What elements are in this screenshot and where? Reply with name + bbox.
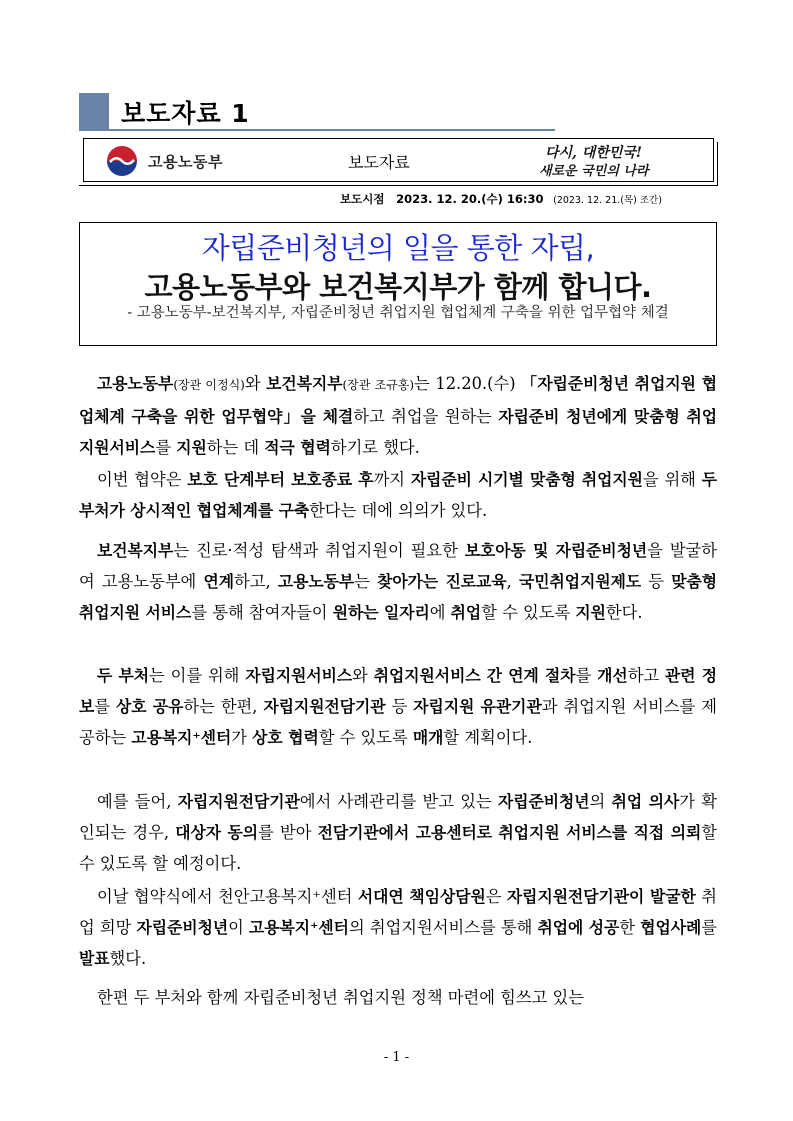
- body-text: 의 취업지원서비스를 통해: [348, 918, 538, 937]
- body-text: 를: [155, 438, 177, 457]
- body-text: 가: [231, 728, 253, 747]
- body-text: 했다.: [109, 949, 147, 968]
- headline-line-1: 자립준비청년의 일을 통한 자립,: [201, 231, 595, 265]
- body-text: 에: [429, 603, 451, 622]
- emphasis-text: 고용노동부: [277, 572, 355, 591]
- body-text: 할 수 있도록: [481, 603, 576, 622]
- body-text: ,: [506, 572, 520, 591]
- body-text: 하는 데: [206, 438, 265, 457]
- emphasis-text: 상호 공유: [116, 697, 184, 716]
- body-paragraph: [79, 881, 717, 974]
- body-text: 까지: [373, 470, 411, 489]
- emphasis-text: 자립지원전담기관: [177, 792, 300, 811]
- body-text: 하고,: [234, 572, 278, 591]
- body-text: 하는 한편,: [183, 697, 264, 716]
- body-text: 를 받아: [258, 823, 318, 842]
- body-text: 하고: [627, 666, 666, 685]
- body-text: 를: [94, 697, 116, 716]
- body-text: 에서 사례관리를 받고 있는: [299, 792, 498, 811]
- body-text: 가 확인되는 경우,: [79, 792, 718, 842]
- emphasis-text: 보호 단계부터 보호종료 후: [187, 470, 374, 489]
- emphasis-text: 개선: [597, 666, 628, 685]
- body-text: 이날 협약식에서 천안고용복지⁺센터: [97, 887, 358, 906]
- embargo-datetime: 2023. 12. 20.(수) 16:30: [396, 192, 544, 206]
- title-square-marker: [79, 93, 109, 131]
- body-paragraph: [79, 464, 717, 526]
- emphasis-text: 원하는 일자리: [332, 603, 430, 622]
- emphasis-text: 두 부처가 상시적인 협업체계를 구축: [79, 470, 717, 520]
- body-text: 는 이를 위해: [149, 666, 246, 685]
- body-text: 한다.: [605, 603, 643, 622]
- emphasis-text: 고용복지⁺센터: [131, 728, 232, 747]
- slogan-line-2: 새로운 국민의 나라: [539, 164, 649, 179]
- emphasis-text: 연계: [203, 572, 234, 591]
- emphasis-text: 자립지원전담기관: [263, 697, 386, 716]
- emphasis-text: 자립준비 청년에게 맞춤형 취업지원서비스: [79, 407, 717, 457]
- emphasis-text: 맞춤형 취업지원 서비스: [79, 572, 718, 622]
- body-text: 한: [619, 918, 641, 937]
- emphasis-text: 자립지원전담기관이 발굴한: [506, 887, 696, 906]
- emphasis-text: 매개: [412, 728, 444, 747]
- emphasis-text: 자립지원 유관기관: [413, 697, 542, 716]
- emphasis-text: 취업에 성공: [537, 918, 620, 937]
- body-text: 할 수 있도록 할 예정이다.: [79, 823, 717, 873]
- body-paragraph: [79, 786, 717, 879]
- body-text: 와: [352, 666, 374, 685]
- body-text: 를: [701, 918, 717, 937]
- body-text: 을 위해: [642, 470, 702, 489]
- body-paragraph: [79, 535, 717, 628]
- slogan-calligraphy: [537, 140, 707, 180]
- emphasis-text: 고용노동부: [97, 374, 174, 393]
- emphasis-text: 지원: [575, 603, 606, 622]
- emphasis-text: 서대연 책임상담원: [357, 887, 486, 906]
- subheadline: - 고용노동부-보건복지부, 자립준비청년 취업지원 협업체계 구축을 위한 업무협약 체결: [127, 305, 669, 321]
- minister-note: (장관 이정식): [173, 378, 245, 392]
- body-paragraph: [79, 982, 717, 1013]
- body-text: 는 12.20.(수): [414, 374, 522, 393]
- body-text: 할 계획이다.: [443, 728, 533, 747]
- body-paragraph: [79, 368, 717, 463]
- body-text: 을 발굴하여 고용노동부에: [79, 541, 717, 591]
- page-number: - 1 -: [383, 1050, 410, 1065]
- emphasis-text: 보호아동 및 자립준비청년: [464, 541, 648, 560]
- body-text: 는: [354, 572, 378, 591]
- emphasis-text: 발표: [79, 949, 110, 968]
- emphasis-text: 상호 협력: [252, 728, 319, 747]
- body-text: 등: [385, 697, 414, 716]
- emphasis-text: 취업: [450, 603, 482, 622]
- body-text: 의: [589, 792, 612, 811]
- embargo-print-edition: (2023. 12. 21.(목) 조간): [553, 195, 662, 206]
- body-text: 이: [228, 918, 250, 937]
- emphasis-text: 자립준비청년: [136, 918, 229, 937]
- body-text: 등: [641, 572, 672, 591]
- emphasis-text: 협업사례: [640, 918, 702, 937]
- embargo-label: 보도시점: [340, 192, 385, 206]
- title-block: [79, 93, 479, 133]
- embargo-line: [340, 191, 662, 207]
- title-underline: [109, 129, 555, 131]
- emphasis-text: 지원: [176, 438, 207, 457]
- emphasis-text: 보건복지부: [97, 541, 174, 560]
- body-text: 하고 취업을 원하는: [353, 407, 499, 426]
- emphasis-text: 취업지원서비스 간 연계 절차: [373, 666, 576, 685]
- ministry-logo-icon: [104, 143, 140, 179]
- emphasis-text: 국민취업지원제도: [519, 572, 642, 591]
- body-text: 와: [244, 374, 267, 393]
- emphasis-text: 대상자 동의: [175, 823, 259, 842]
- headline-line-2: 고용노동부와 보건복지부가 함께 합니다.: [144, 270, 652, 304]
- body-text: 하기로 했다.: [330, 438, 420, 457]
- minister-note: (장관 조규홍): [342, 378, 415, 392]
- body-text: 은: [485, 887, 507, 906]
- emphasis-text: 두 부처: [97, 666, 149, 685]
- body-text: 를: [575, 666, 598, 685]
- body-text: 는 진로·적성 탐색과 취업지원이 필요한: [173, 541, 465, 560]
- emphasis-text: 자립준비 시기별 맞춤형 취업지원: [410, 470, 643, 489]
- body-text: 한편 두 부처와 함께 자립준비청년 취업지원 정책 마련에 힘쓰고 있는: [97, 988, 584, 1007]
- slogan-line-1: 다시, 대한민국!: [545, 145, 643, 161]
- body-text: 할 수 있도록: [318, 728, 413, 747]
- ministry-name: 고용노동부: [148, 153, 223, 171]
- emphasis-text: 찾아가는 진로교육: [377, 572, 507, 591]
- emphasis-text: 취업 의사: [611, 792, 680, 811]
- emphasis-text: 적극 협력: [264, 438, 331, 457]
- emphasis-text: 「자립준비청년 취업지원 협업체계 구축을 위한 업무협약」을 체결: [79, 374, 718, 426]
- body-text: 한다는 데에 의의가 있다.: [309, 501, 488, 520]
- body-text: 취업 희망: [79, 887, 718, 937]
- headline-box: [79, 222, 717, 346]
- emphasis-text: 전담기관에서 고용센터로 취업지원 서비스를 직접 의뢰: [317, 823, 702, 842]
- emphasis-text: 관련 정보: [79, 666, 718, 716]
- body-text: 이번 협약은: [97, 470, 188, 489]
- page-title: 보도자료 1: [121, 99, 250, 128]
- emphasis-text: 자립준비청년: [497, 792, 590, 811]
- body-text: 를 통해 참여자들이: [191, 603, 333, 622]
- emphasis-text: 보건복지부: [266, 374, 343, 393]
- emphasis-text: 고용복지⁺센터: [249, 918, 349, 937]
- body-paragraph: [79, 660, 717, 753]
- body-text: 과 취업지원 서비스를 제공하는: [79, 697, 717, 747]
- body-text: 예를 들어,: [97, 792, 178, 811]
- emphasis-text: 자립지원서비스: [245, 666, 353, 685]
- press-release-label: 보도자료: [348, 153, 410, 172]
